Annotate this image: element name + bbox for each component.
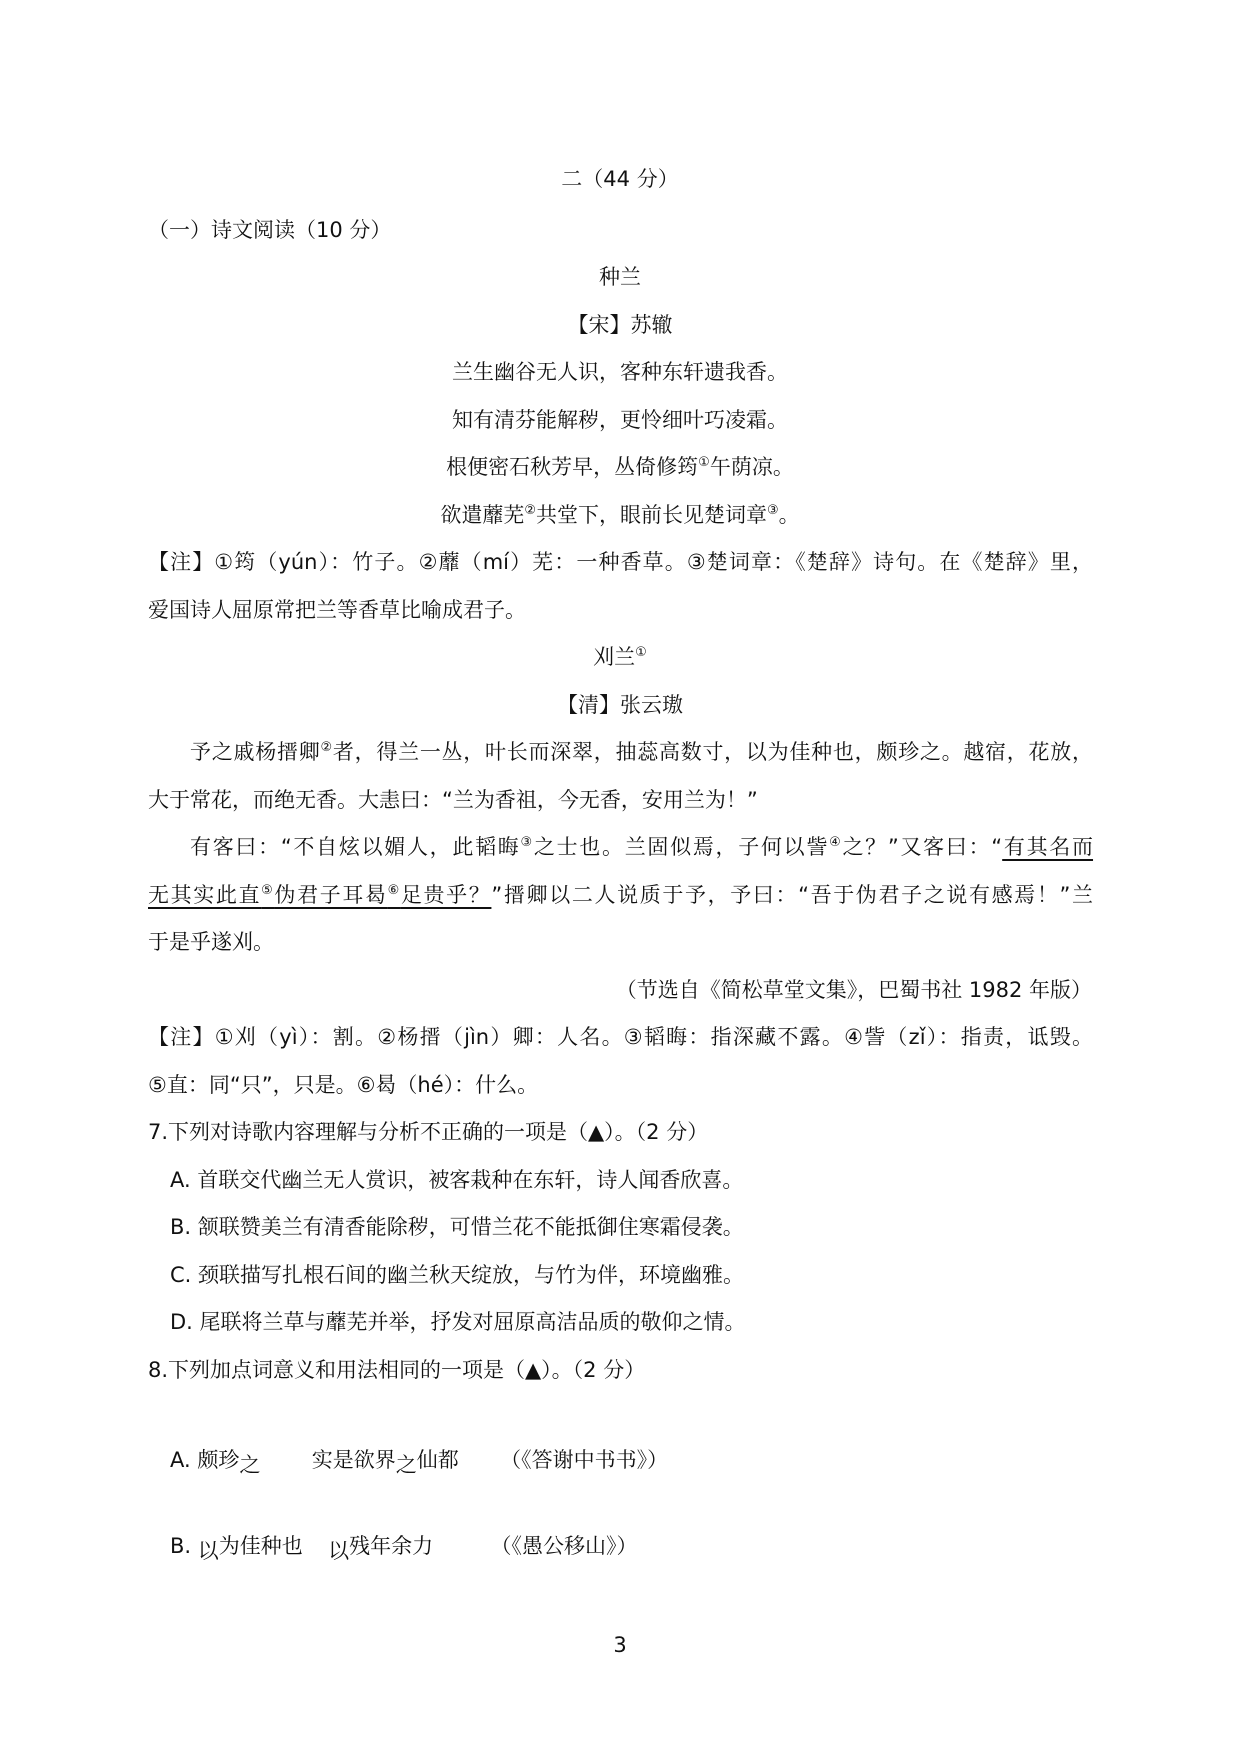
footnote-marker: ② bbox=[524, 503, 536, 518]
poem-line-2: 知有清芬能解秽，更怜细叶巧凌霜。 bbox=[452, 408, 788, 432]
prose-title bbox=[0, 642, 1240, 672]
option-label: A. bbox=[170, 1448, 191, 1472]
option-right-text: 残年余力 bbox=[349, 1534, 434, 1558]
question-7-option-c: C. 颈联描写扎根石间的幽兰秋天绽放，与竹为伴，环境幽雅。 bbox=[170, 1263, 745, 1287]
poem-line-4-text-a: 欲遣蘼芜 bbox=[440, 503, 525, 527]
poem-line-3-text-b: 午荫凉。 bbox=[709, 455, 794, 479]
section-title: 二（44 分） bbox=[561, 167, 679, 191]
prose-para-1-line-2: 大于常花，而绝无香。大恚曰：“兰为香祖，今无香，安用兰为！” bbox=[148, 788, 758, 812]
poem-annotation-line-1: 【注】①筠（yún）：竹子。②蘼（mí）芜：一种香草。③楚词章：《楚辞》诗句。在《楚辞》里， bbox=[148, 550, 1093, 574]
prose-author: 【清】张云璈 bbox=[557, 693, 683, 717]
prose-para-2-line-3: 于是乎遂刈。 bbox=[148, 930, 274, 954]
option-label: B. bbox=[170, 1534, 192, 1558]
option-source: （《愚公移山》） bbox=[490, 1534, 638, 1558]
prose-para-1-line-1 bbox=[148, 737, 1093, 767]
question-7-option-b: B. 颔联赞美兰有清香能除秽，可惜兰花不能抵御住寒霜侵袭。 bbox=[170, 1215, 744, 1239]
poem-title: 种兰 bbox=[599, 265, 641, 289]
prose-para-2-line-2 bbox=[148, 880, 1093, 910]
option-left-text: 为佳种也 bbox=[218, 1534, 303, 1558]
footnote-marker: ② bbox=[320, 740, 333, 755]
poem-annotation-line-2: 爱国诗人屈原常把兰等香草比喻成君子。 bbox=[148, 598, 526, 622]
prose-source: （节选自《简松草堂文集》，巴蜀书社 1982 年版） bbox=[615, 978, 1092, 1002]
question-8-option-b bbox=[170, 1531, 638, 1561]
footnote-marker: ④ bbox=[829, 835, 843, 850]
dotted-word: 之 bbox=[239, 1453, 261, 1477]
question-8-stem: 8.下列加点词意义和用法相同的一项是（▲）。（2 分） bbox=[148, 1358, 646, 1382]
text: 予之戚杨搢卿 bbox=[190, 740, 321, 764]
poem-line-4-text-c: 。 bbox=[778, 503, 800, 527]
footnote-marker: ① bbox=[635, 645, 647, 660]
footnote-marker: ⑤ bbox=[261, 883, 275, 898]
option-right-text: 实是欲界 bbox=[311, 1448, 396, 1472]
dotted-word: 之 bbox=[395, 1453, 417, 1477]
footnote-marker: ③ bbox=[767, 503, 779, 518]
question-8-option-a bbox=[170, 1445, 668, 1475]
subsection-title: （一）诗文阅读（10 分） bbox=[148, 218, 392, 242]
poem-line-3 bbox=[0, 452, 1240, 482]
dotted-word: 以 bbox=[328, 1539, 350, 1563]
poem-author: 【宋】苏辙 bbox=[567, 313, 673, 337]
text: 之士也。兰固似焉，子何以訾 bbox=[533, 835, 830, 859]
footnote-marker: ① bbox=[698, 455, 710, 470]
poem-line-4-text-b: 共堂下，眼前长见楚词章 bbox=[536, 503, 767, 527]
option-left-text: 颇珍 bbox=[197, 1448, 240, 1472]
option-source: （《答谢中书书》） bbox=[500, 1448, 669, 1472]
footnote-marker: ⑥ bbox=[387, 883, 401, 898]
question-7-stem: 7.下列对诗歌内容理解与分析不正确的一项是（▲）。（2 分） bbox=[148, 1120, 709, 1144]
text: 有客曰：“不自炫以媚人，此韬晦 bbox=[190, 835, 521, 859]
underlined-sentence bbox=[148, 883, 491, 907]
text: 者，得兰一丛，叶长而深翠，抽蕊高数寸，以为佳种也，颇珍之。越宿，花放， bbox=[332, 740, 1094, 764]
text: 足贵乎？ bbox=[400, 883, 492, 907]
text: ”搢卿以二人说质于予，予曰：“吾于伪君子之说有感焉！”兰 bbox=[491, 883, 1094, 907]
prose-title-text: 刈兰 bbox=[593, 645, 636, 669]
dotted-word: 以 bbox=[197, 1539, 219, 1563]
text: 无其实此直 bbox=[148, 883, 262, 907]
prose-para-2-line-1 bbox=[148, 832, 1093, 862]
underlined-sentence: 有其名而 bbox=[1002, 835, 1094, 859]
question-7-option-a: A. 首联交代幽兰无人赏识，被客栽种在东轩，诗人闻香欣喜。 bbox=[170, 1168, 744, 1192]
poem-line-4 bbox=[0, 500, 1240, 530]
prose-annotation-line-2: ⑤直：同“只”，只是。⑥曷（hé）：什么。 bbox=[148, 1073, 539, 1097]
option-right-text: 仙都 bbox=[416, 1448, 459, 1472]
poem-line-1: 兰生幽谷无人识，客种东轩遗我香。 bbox=[452, 360, 788, 384]
text: 之？”又客曰：“ bbox=[842, 835, 1003, 859]
text: 伪君子耳曷 bbox=[274, 883, 388, 907]
poem-line-3-text-a: 根便密石秋芳早，丛倚修筠 bbox=[446, 455, 699, 479]
question-7-option-d: D. 尾联将兰草与蘼芜并举，抒发对屈原高洁品质的敬仰之情。 bbox=[170, 1310, 746, 1334]
page-number: 3 bbox=[613, 1633, 627, 1657]
prose-annotation-line-1: 【注】①刈（yì）：割。②杨搢（jìn）卿：人名。③韬晦：指深藏不露。④訾（zǐ）：指责，诋毁。 bbox=[148, 1025, 1093, 1049]
footnote-marker: ③ bbox=[520, 835, 534, 850]
